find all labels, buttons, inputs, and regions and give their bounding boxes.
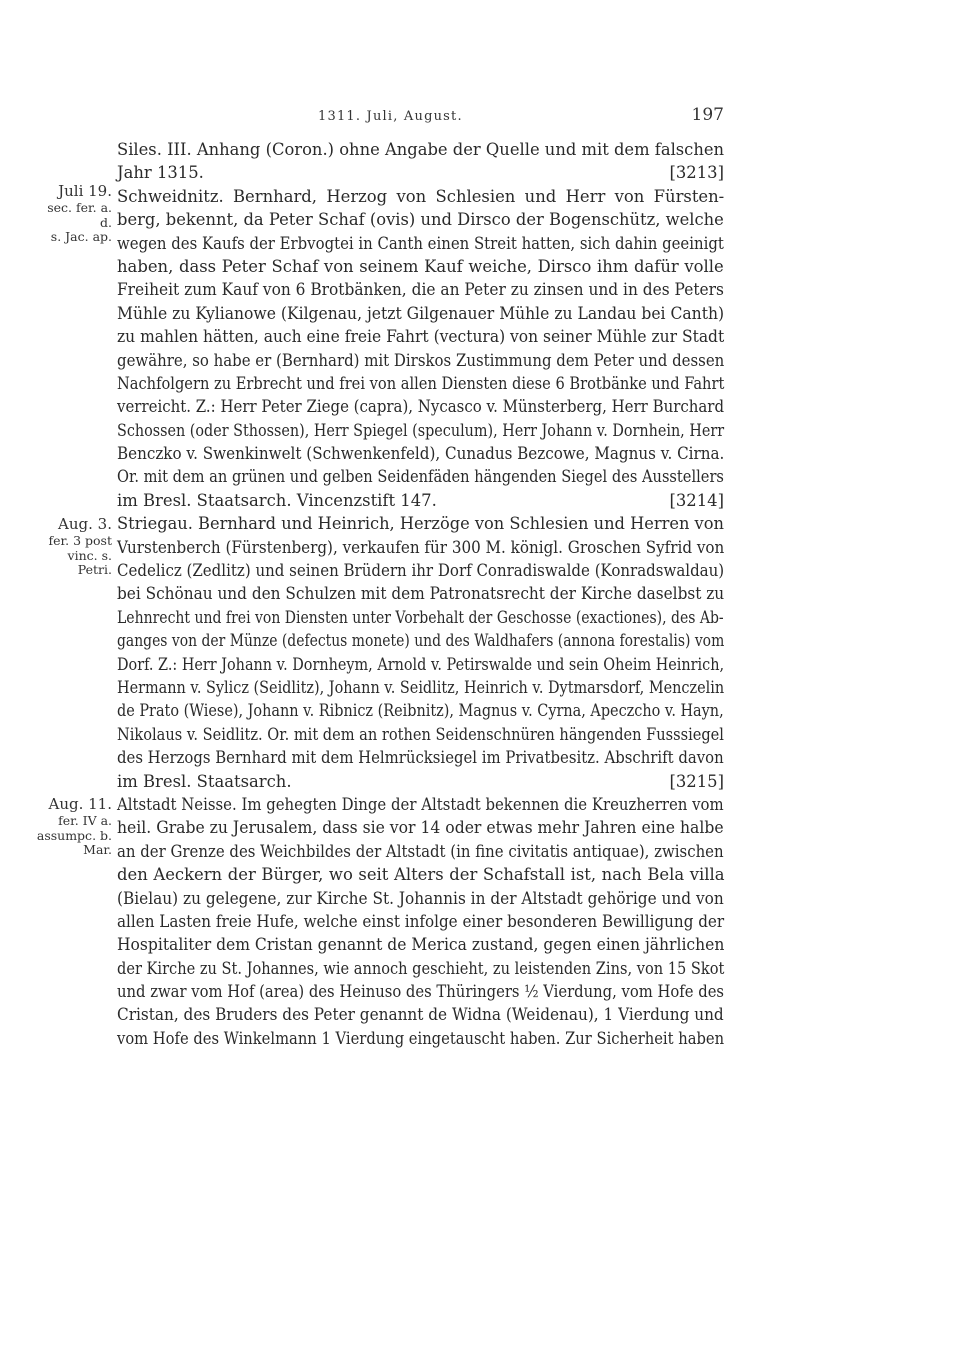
text-line: im Bresl. Staatsarch. Vincenzstift 147. [3214] (117, 489, 724, 512)
text-line: an der Grenze des Weichbildes der Altstadt (in fine civitatis antiquae), zwischen (117, 841, 724, 861)
text-line: den Aeckern der Bürger, wo seit Alters der Schafstall ist, nach Bela villa (117, 865, 725, 885)
text-line: Mühle zu Kylianowe (Kilgenau, jetzt Gilgenauer Mühle zu Landau bei Canth) (117, 303, 725, 323)
text-line: de Prato (Wiese), Johann v. Ribnicz (Reibnitz), Magnus v. Cyrna, Apeczcho v. Hayn, (117, 701, 724, 721)
page-header (0, 105, 960, 129)
text-line: Schossen (oder Sthossen), Herr Spiegel (speculum), Herr Johann v. Dornhein, Herr (117, 420, 725, 440)
text-line: der Kirche zu St. Johannes, wie annoch geschieht, zu leistenden Zins, von 15 Skot (117, 958, 725, 978)
text-line: im Bresl. Staatsarch. [3215] (117, 770, 724, 793)
text-line: (Bielau) zu gelegene, zur Kirche St. Johannis in der Altstadt gehörige und von (117, 888, 724, 908)
text-line: heil. Grabe zu Jerusalem, dass sie vor 14 oder etwas mehr Jahren eine halbe (117, 818, 724, 838)
text-line: Lehnrecht und frei von Diensten unter Vorbehalt der Geschosse (exactiones), des Ab- (117, 607, 724, 627)
text-line: Vurstenberch (Fürstenberg), verkaufen für 300 M. königl. Groschen Syfrid von (117, 537, 725, 557)
text-line: Nachfolgern zu Erbrecht und frei von allen Diensten diese 6 Brotbänke und Fahrt (117, 373, 725, 393)
text-line: haben, dass Peter Schaf von seinem Kauf weiche, Dirsco ihm dafür volle (117, 256, 724, 276)
margin-line: assumpc. b. (36, 827, 112, 843)
text-line: verreicht. Z.: Herr Peter Ziege (capra), Nycasco v. Münsterberg, Herr Burchard (117, 397, 725, 417)
text-line: Dorf. Z.: Herr Johann v. Dornheym, Arnold v. Petirswalde und sein Oheim Heinrich, (117, 654, 725, 674)
text-line: Schweidnitz. Bernhard, Herzog von Schlesien und Herr von Fürsten- (117, 186, 725, 206)
entry-number: [3213] (669, 163, 724, 183)
page-number: 197 (691, 105, 724, 125)
text-line: Or. mit dem an grünen und gelben Seidenfäden hängenden Siegel des Ausstellers (117, 467, 724, 487)
margin-note-1 (34, 181, 112, 245)
text-line: des Herzogs Bernhard mit dem Helmrücksiegel im Privatbesitz. Abschrift davon (117, 748, 724, 768)
running-head: 1311. Juli, August. (318, 109, 463, 124)
text-line: Freiheit zum Kauf von 6 Brotbänken, die an Peter zu zinsen und in des Peters (117, 280, 724, 300)
text-line: Benczko v. Swenkinwelt (Schwenkenfeld), Cunadus Bezcowe, Magnus v. Cirna. (117, 444, 725, 464)
text-line: allen Lasten freie Hufe, welche einst infolge einer besonderen Bewilligung der (117, 911, 725, 931)
entry-number: [3215] (669, 771, 724, 791)
text-line: Striegau. Bernhard und Heinrich, Herzöge von Schlesien und Herren von (117, 514, 724, 534)
text-line: berg, bekennt, da Peter Schaf (ovis) und Dirsco der Bogenschütz, welche (117, 210, 724, 230)
text-line: ganges von der Münze (defectus monete) und des Waldhafers (annona forestalis) vom (117, 631, 725, 651)
text-line: Hermann v. Sylicz (Seidlitz), Johann v. Seidlitz, Heinrich v. Dytmarsdorf, Menczelin (117, 677, 725, 697)
text-line: bei Schönau und den Schulzen mit dem Patronatsrecht der Kirche daselbst zu (117, 584, 725, 604)
margin-line: sec. fer. a. d. (47, 200, 112, 230)
text-line: Cristan, des Bruders des Peter genannt de Widna (Weidenau), 1 Vierdung und (117, 1005, 724, 1025)
margin-line: Mar. (83, 842, 112, 857)
margin-line: fer. IV a. (58, 813, 112, 828)
text-line: und zwar vom Hof (area) des Heinuso des Thüringers ½ Vierdung, vom Hofe des (117, 982, 725, 1002)
text-line: Nikolaus v. Seidlitz. Or. mit dem an rothen Seidenschnüren hängenden Fusssiegel (117, 724, 724, 744)
body-text (117, 138, 724, 1050)
margin-date: Juli 19. (58, 182, 112, 200)
margin-note-2 (34, 514, 112, 578)
margin-line: s. Jac. ap. (50, 229, 112, 244)
text-line: wegen des Kaufs der Erbvogtei in Canth einen Streit hatten, sich dahin geeinigt (117, 233, 724, 253)
margin-line: fer. 3 post (48, 533, 112, 548)
margin-date: Aug. 11. (48, 795, 112, 813)
text-line: gewähre, so habe er (Bernhard) mit Dirskos Zustimmung dem Peter und dessen (117, 350, 725, 370)
text-line: Altstadt Neisse. Im gehegten Dinge der Altstadt bekennen die Kreuzherren vom (117, 794, 724, 814)
text-line: zu mahlen hätten, auch eine freie Fahrt (vectura) von seiner Mühle zur Stadt (117, 327, 725, 347)
text-line: Siles. III. Anhang (Coron.) ohne Angabe der Quelle und mit dem falschen (117, 140, 725, 159)
entry-number: [3214] (669, 490, 724, 510)
text-line: vom Hofe des Winkelmann 1 Vierdung eingetauscht haben. Zur Sicherheit haben (117, 1028, 725, 1048)
text-line: Cedelicz (Zedlitz) und seinen Brüdern ihr Dorf Conradiswalde (Konradswaldau) (117, 561, 725, 581)
margin-date: Aug. 3. (58, 515, 112, 533)
text-line: Hospitaliter dem Cristan genannt de Merica zustand, gegen einen jährlichen (117, 935, 725, 955)
margin-note-3 (34, 794, 112, 858)
text-line: Jahr 1315. [3213] (117, 161, 724, 184)
margin-line: vinc. s. Petri. (67, 547, 112, 577)
